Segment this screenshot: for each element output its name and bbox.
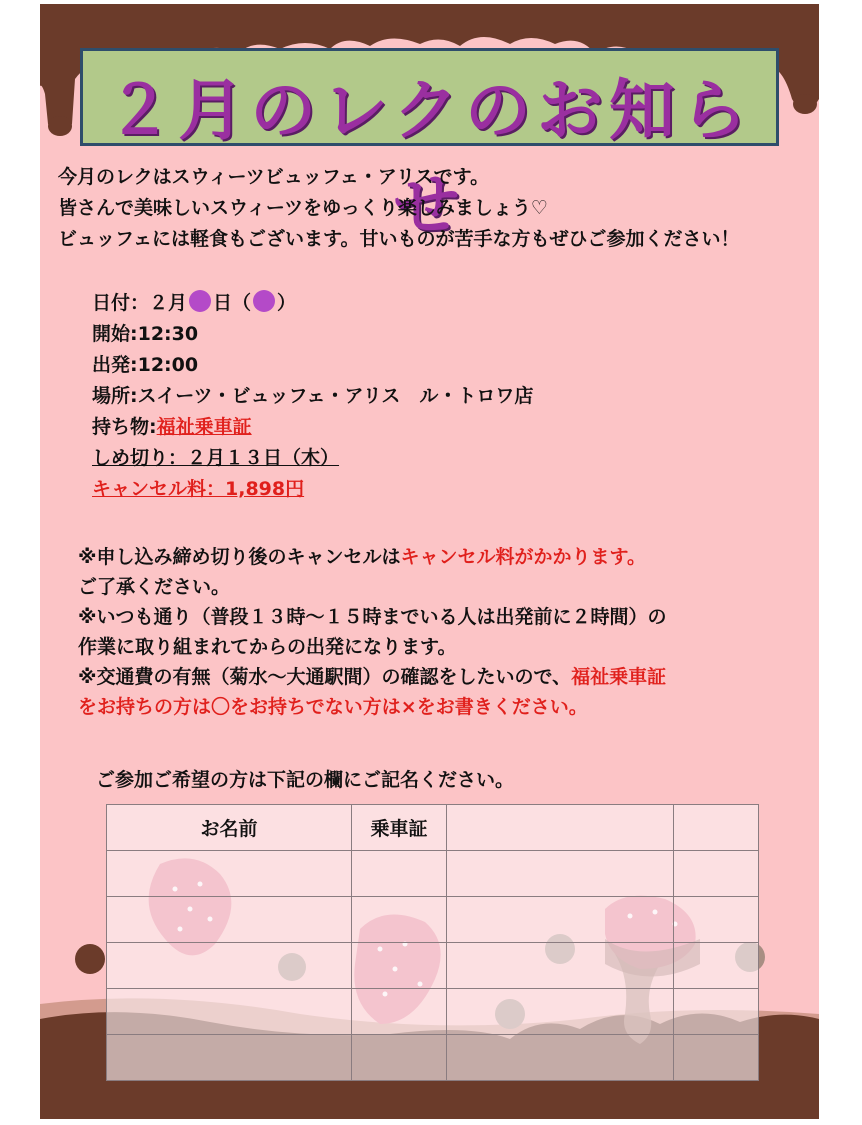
blank-cell[interactable] <box>674 851 759 897</box>
detail-start: 開始:12:30 <box>92 323 199 345</box>
blank-cell[interactable] <box>447 989 674 1035</box>
header-blank <box>447 805 674 851</box>
note-text: ※申し込み締め切り後のキャンセルは <box>78 546 401 568</box>
table-row <box>107 897 759 943</box>
detail-date <box>92 288 296 315</box>
blank-weekday-marker <box>253 290 275 312</box>
header-pass: 乗車証 <box>352 805 447 851</box>
name-cell[interactable] <box>107 1035 352 1081</box>
blank-cell[interactable] <box>447 1035 674 1081</box>
date-suffix: ） <box>277 292 297 314</box>
pass-cell[interactable] <box>352 943 447 989</box>
note-line: をお持ちの方は〇をお持ちでない方は×をお書きください。 <box>78 696 588 718</box>
header-blank <box>674 805 759 851</box>
flyer-page <box>40 4 819 1119</box>
signup-prompt: ご参加ご希望の方は下記の欄にご記名ください。 <box>96 769 515 791</box>
table-row <box>107 943 759 989</box>
table-row <box>107 989 759 1035</box>
note-emphasis: キャンセル料がかかります。 <box>400 546 646 568</box>
note-emphasis: 福祉乗車証 <box>571 666 667 688</box>
intro-line: 今月のレクはスウィーツビュッフェ・アリスです。 <box>58 166 490 188</box>
name-cell[interactable] <box>107 989 352 1035</box>
choco-ball <box>75 944 105 974</box>
note-line <box>78 662 666 689</box>
pass-cell[interactable] <box>352 989 447 1035</box>
detail-bring <box>92 412 252 439</box>
name-cell[interactable] <box>107 851 352 897</box>
note-line: 作業に取り組まれてからの出発になります。 <box>78 636 457 658</box>
pass-cell[interactable] <box>352 897 447 943</box>
note-text: ※交通費の有無（菊水～大通駅間）の確認をしたいので、 <box>78 666 572 688</box>
date-mid: 日（ <box>213 292 252 314</box>
blank-cell[interactable] <box>447 897 674 943</box>
table-row <box>107 1035 759 1081</box>
detail-place: 場所:スイーツ・ビュッフェ・アリス ル・トロワ店 <box>92 385 534 407</box>
table-header-row <box>107 805 759 851</box>
bring-label: 持ち物: <box>92 416 157 438</box>
detail-deadline: しめ切り：２月１３日（木） <box>92 447 340 469</box>
note-line: ご了承ください。 <box>78 576 231 598</box>
note-line: ※いつも通り（普段１３時～１５時までいる人は出発前に２時間）の <box>78 606 667 628</box>
note-line <box>78 542 646 569</box>
blank-cell[interactable] <box>674 897 759 943</box>
blank-day-marker <box>189 290 211 312</box>
header-name: お名前 <box>107 805 352 851</box>
detail-cancel-fee: キャンセル料：1,898円 <box>92 478 305 500</box>
blank-cell[interactable] <box>674 1035 759 1081</box>
name-cell[interactable] <box>107 943 352 989</box>
bring-value: 福祉乗車証 <box>156 416 252 438</box>
blank-cell[interactable] <box>447 851 674 897</box>
signup-table <box>106 804 759 1081</box>
date-prefix: 日付：２月 <box>92 292 188 314</box>
name-cell[interactable] <box>107 897 352 943</box>
blank-cell[interactable] <box>674 989 759 1035</box>
intro-line: ビュッフェには軽食もございます。甘いものが苦手な方もぜひご参加ください！ <box>58 228 740 250</box>
detail-depart: 出発:12:00 <box>92 354 199 376</box>
page-title: ２月のレクのお知らせ <box>106 72 753 244</box>
pass-cell[interactable] <box>352 851 447 897</box>
blank-cell[interactable] <box>447 943 674 989</box>
blank-cell[interactable] <box>674 943 759 989</box>
intro-line: 皆さんで美味しいスウィーツをゆっくり楽しみましょう♡ <box>58 197 548 219</box>
pass-cell[interactable] <box>352 1035 447 1081</box>
table-row <box>107 851 759 897</box>
